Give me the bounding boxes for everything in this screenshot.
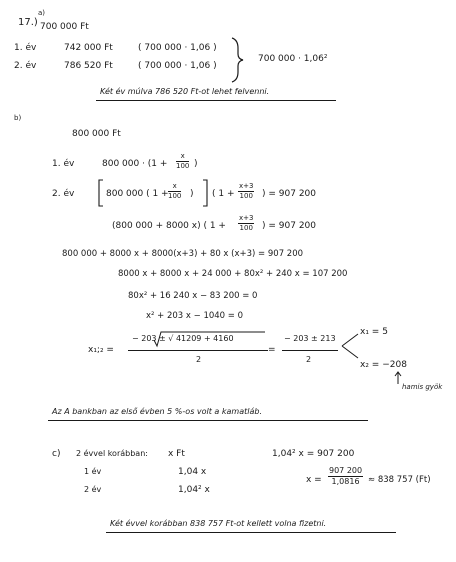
part-b-quadratic-denominator2: 2 [306, 355, 312, 364]
part-b-year2-mid: ( 1 + [212, 189, 235, 199]
part-c-equation-rhs: ≈ 838 757 (Ft) [368, 475, 431, 485]
part-b-quadratic-denominator: 2 [196, 355, 202, 364]
part-a-year1-amount: 742 000 Ft [64, 43, 113, 53]
part-b-year1-expr: 800 000 · (1 + [102, 159, 168, 169]
part-b-quadratic-bar2 [282, 350, 338, 351]
part-c-intro-value: x Ft [168, 449, 185, 459]
part-c-equation-fraction: $\frac{907 200}{1,0816}$ [329, 466, 363, 486]
part-b-quadratic-numerator2: − 203 ± 213 [284, 334, 336, 343]
part-a-answer-underline [96, 100, 336, 101]
part-b-line3-result: ) = 907 200 [262, 221, 316, 231]
problem-number: 17.) [18, 17, 38, 28]
part-c-row1-value: 1,04 x [178, 467, 207, 477]
part-b-label: b) [14, 114, 22, 122]
part-b-year1-label: 1. év [52, 159, 75, 169]
part-b-year2-label: 2. év [52, 189, 75, 199]
part-b-root1: x₁ = 5 [360, 327, 388, 337]
part-b-year2-left: 800 000 ( 1 + [106, 189, 169, 199]
part-b-root2-note: hamis gyök [402, 383, 443, 391]
part-b-eq4: x² + 203 x − 1040 = 0 [146, 311, 244, 321]
part-b-year2-result: ) = 907 200 [262, 189, 316, 199]
part-c-row1-label: 1 év [84, 467, 102, 476]
part-a-principal: 700 000 Ft [40, 22, 89, 32]
part-c-answer: Két évvel korábban 838 757 Ft-ot kellett volna fizetni. [110, 519, 327, 528]
part-b-quadratic-numerator: − 203 ± √ 41209 + 4160 [132, 334, 234, 343]
part-c-intro: 2 évvel korábban: [76, 449, 148, 458]
part-b-principal: 800 000 Ft [72, 129, 121, 139]
part-b-year2-fraction2: $\frac{x+3}{100}$ [239, 182, 254, 200]
part-a-label: a) [38, 9, 46, 17]
part-a-answer: Két év múlva 786 520 Ft-ot lehet felvenni. [100, 87, 270, 96]
part-b-eq1: 800 000 + 8000 x + 8000(x+3) + 80 x (x+3) = 907 200 [62, 249, 304, 259]
part-b-line3-fraction: $\frac{x+3}{100}$ [239, 214, 254, 232]
part-a-year2-label: 2. év [14, 61, 37, 71]
part-a-year2-calc: ( 700 000 · 1,06 ) [138, 61, 217, 71]
part-c-row2-value: 1,04² x [178, 485, 210, 495]
part-b-year1-fraction: $\frac{x}{100}$ [176, 152, 190, 170]
part-b-year2-fraction1: $\frac{x}{100}$ [168, 182, 182, 200]
part-a-year2-amount: 786 520 Ft [64, 61, 113, 71]
part-c-equation-top: 1,04² x = 907 200 [272, 449, 355, 459]
part-b-quadratic-equals: = [268, 345, 276, 355]
part-b-quadratic-bar [128, 350, 268, 351]
part-b-eq3: 80x² + 16 240 x − 83 200 = 0 [128, 291, 258, 301]
part-b-eq2: 8000 x + 8000 x + 24 000 + 80x² + 240 x = 107 200 [118, 269, 348, 279]
part-c-row2-label: 2 év [84, 485, 102, 494]
part-b-answer-underline [48, 420, 368, 421]
part-c-label: c) [52, 449, 61, 459]
part-c-equation-lhs: x = [306, 475, 322, 485]
part-a-year1-calc: ( 700 000 · 1,06 ) [138, 43, 217, 53]
part-a-summary: 700 000 · 1,06² [258, 54, 328, 64]
part-b-line3-left: (800 000 + 8000 x) ( 1 + [112, 221, 226, 231]
part-b-root2: x₂ = −208 [360, 360, 407, 370]
part-b-answer: Az A bankban az első évben 5 %-os volt a kamatláb. [52, 407, 262, 416]
part-a-year1-label: 1. év [14, 43, 37, 53]
part-c-answer-underline [106, 532, 396, 533]
part-b-quadratic-lhs: x₁;₂ = [88, 345, 114, 355]
